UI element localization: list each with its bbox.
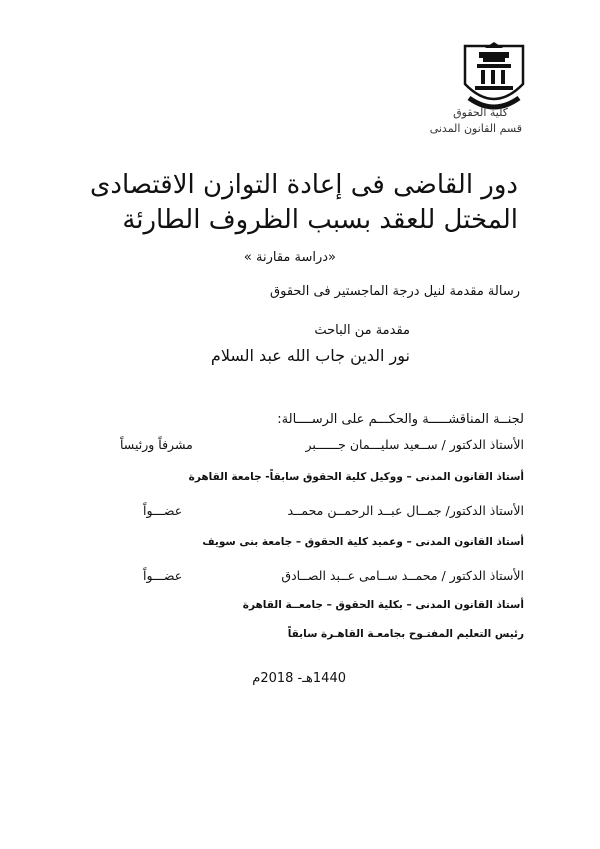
committee-member-name: الأستاذ الدكتور / محمــد ســامى عــبد الصــادق: [281, 568, 524, 583]
thesis-statement: رسالة مقدمة لنيل درجة الماجستير فى الحقوق: [270, 284, 520, 299]
committee-member-role: عضـــواً: [143, 503, 183, 518]
thesis-title-line-1: دور القاضى فى إعادة التوازن الاقتصادى: [90, 170, 518, 200]
faculty-name: كلية الحقوق: [453, 106, 508, 119]
cairo-university-seal-icon: [455, 40, 533, 116]
committee-member-affiliation: أستاذ القانون المدنى – وعميد كلية الحقوق – جامعة بنى سويف: [202, 536, 524, 548]
committee-member-role: عضـــواً: [143, 568, 183, 583]
study-type: «دراسة مقارنة »: [243, 250, 336, 265]
thesis-title-line-2: المختل للعقد بسبب الظروف الطارئة: [122, 205, 518, 235]
committee-member-name: الأستاذ الدكتور / ســعيد سليـــمان جــــــبر: [305, 437, 524, 452]
thesis-date: 1440هـ- 2018م: [252, 671, 346, 686]
presented-by-label: مقدمة من الباحث: [314, 323, 410, 338]
committee-heading: لجنــة المناقشـــــة والحكـــم على الرســــالة:: [277, 412, 524, 427]
department-name: قسم القانون المدنى: [429, 122, 522, 135]
committee-member-name: الأستاذ الدكتور/ جمــال عبــد الرحمــن محمــد: [287, 503, 524, 518]
committee-member-role: مشرفاً ورئيساً: [120, 437, 193, 452]
committee-member-affiliation-2: رئيس التعليم المفتـوح بجامعـة القاهـرة سابقاً: [287, 628, 524, 640]
committee-member-affiliation: أستاذ القانون المدنى – ووكيل كلية الحقوق سابقاً- جامعة القاهرة: [188, 471, 524, 483]
author-name: نور الدين جاب الله عبد السلام: [210, 346, 410, 365]
committee-member-affiliation: أستاذ القانون المدنى – بكلية الحقوق – جامعــة القاهرة: [242, 599, 524, 611]
